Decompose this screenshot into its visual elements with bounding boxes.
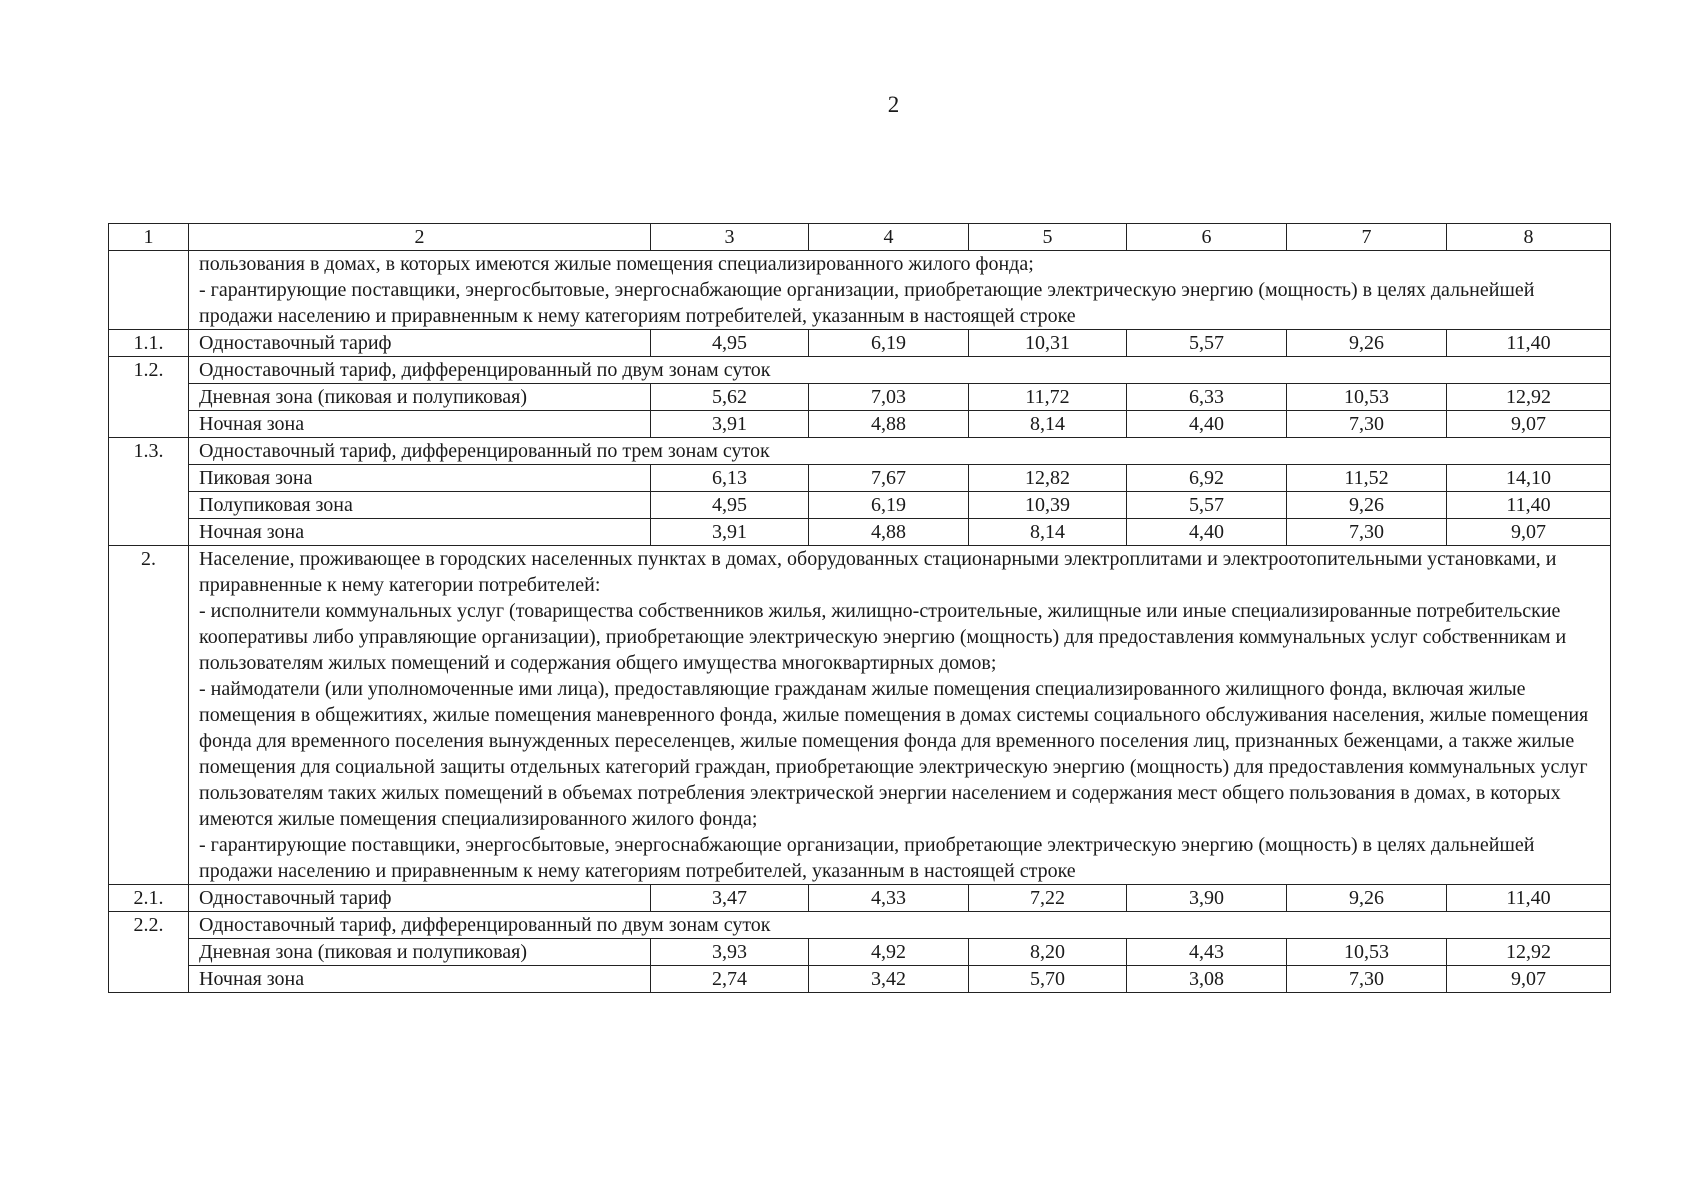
tariff-zone-row — [109, 384, 1611, 411]
tariff-value-cell: 4,43 — [1127, 939, 1287, 966]
column-number-cell: 7 — [1287, 224, 1447, 251]
tariff-value-cell: 11,72 — [969, 384, 1127, 411]
tariff-value-cell: 8,20 — [969, 939, 1127, 966]
tariff-value-cell: 6,92 — [1127, 465, 1287, 492]
item-number-cell: 1.2. — [109, 357, 189, 438]
tariff-value-cell: 7,30 — [1287, 966, 1447, 993]
section-description-row — [109, 251, 1611, 330]
tariff-value-cell: 3,93 — [651, 939, 809, 966]
column-number-cell: 6 — [1127, 224, 1287, 251]
tariff-group-row — [109, 357, 1611, 384]
section-paragraph: - наймодатели (или уполномоченные ими лица), предоставляющие гражданам жилые помещения специализированного жилищного фонда, включая жилые помещения в общежитиях, жилые помещения маневренного фонда, жилые помещения в домах системы социального обслуживания населения, жилые помещения фонда для временного поселения вынужденных переселенцев, жилые помещения фонда для временного поселения лиц, признанных беженцами, а также жилые помещения для социальной защиты отдельных категорий граждан, приобретающие электрическую энергию (мощность) для предоставления коммунальных услуг пользователям таких жилых помещений в объемах потребления электрической энергии населением и содержания мест общего пользования в домах, в которых имеются жилые помещения специализированного жилого фонда; — [199, 678, 1589, 830]
column-number-row — [109, 224, 1611, 251]
tariff-value-cell: 3,42 — [809, 966, 969, 993]
section-paragraph: - исполнители коммунальных услуг (товарищества собственников жилья, жилищно-строительные, жилищные или иные специализированные потребительские кооперативы либо управляющие организации), приобретающие электрическую энергию (мощность) для предоставления коммунальных услуг собственникам и пользователям жилых помещений и содержания общего имущества многоквартирных домов; — [199, 600, 1567, 674]
tariff-zone-row — [109, 519, 1611, 546]
column-number-cell: 8 — [1447, 224, 1611, 251]
section-paragraph: - гарантирующие поставщики, энергосбытовые, энергоснабжающие организации, приобретающие электрическую энергию (мощность) в целях дальнейшей продажи населению и приравненным к нему категориям потребителей, указанным в настоящей строке — [199, 279, 1535, 327]
item-number-cell: 1.1. — [109, 330, 189, 357]
tariff-zone-row — [109, 966, 1611, 993]
column-number-cell: 1 — [109, 224, 189, 251]
section-number-cell — [109, 251, 189, 330]
tariff-value-cell: 4,88 — [809, 411, 969, 438]
zone-name-cell: Дневная зона (пиковая и полупиковая) — [189, 384, 651, 411]
tariff-value-cell: 6,19 — [809, 492, 969, 519]
tariff-value-cell: 5,57 — [1127, 330, 1287, 357]
tariff-zone-row — [109, 411, 1611, 438]
tariff-zone-row — [109, 939, 1611, 966]
tariff-group-row — [109, 438, 1611, 465]
tariff-value-cell: 10,39 — [969, 492, 1127, 519]
zone-name-cell: Ночная зона — [189, 519, 651, 546]
item-number-cell: 2.2. — [109, 912, 189, 993]
page-number: 2 — [887, 92, 900, 117]
column-number-cell: 3 — [651, 224, 809, 251]
section-paragraph: - гарантирующие поставщики, энергосбытовые, энергоснабжающие организации, приобретающие электрическую энергию (мощность) в целях дальнейшей продажи населению и приравненным к нему категориям потребителей, указанным в настоящей строке — [199, 834, 1535, 882]
tariff-name-cell: Одноставочный тариф — [189, 330, 651, 357]
tariff-value-cell: 8,14 — [969, 519, 1127, 546]
item-number-cell: 1.3. — [109, 438, 189, 546]
tariff-value-cell: 4,88 — [809, 519, 969, 546]
tariff-value-cell: 3,91 — [651, 519, 809, 546]
tariff-group-name-cell: Одноставочный тариф, дифференцированный по двум зонам суток — [189, 357, 1611, 384]
tariff-value-cell: 10,53 — [1287, 939, 1447, 966]
tariff-value-cell: 7,03 — [809, 384, 969, 411]
tariff-value-cell: 11,40 — [1447, 330, 1611, 357]
tariff-value-cell: 9,26 — [1287, 330, 1447, 357]
tariff-value-cell: 7,30 — [1287, 411, 1447, 438]
tariff-value-cell: 5,57 — [1127, 492, 1287, 519]
tariff-value-cell: 4,95 — [651, 492, 809, 519]
tariff-value-cell: 8,14 — [969, 411, 1127, 438]
tariff-table — [108, 223, 1611, 993]
tariff-value-cell: 7,67 — [809, 465, 969, 492]
tariff-value-cell: 3,08 — [1127, 966, 1287, 993]
column-number-cell: 5 — [969, 224, 1127, 251]
tariff-value-cell: 3,90 — [1127, 885, 1287, 912]
tariff-value-cell: 10,53 — [1287, 384, 1447, 411]
section-description-cell — [189, 251, 1611, 330]
tariff-value-cell: 5,70 — [969, 966, 1127, 993]
tariff-value-cell: 3,47 — [651, 885, 809, 912]
zone-name-cell: Пиковая зона — [189, 465, 651, 492]
tariff-value-cell: 11,40 — [1447, 885, 1611, 912]
tariff-value-cell: 2,74 — [651, 966, 809, 993]
tariff-group-name-cell: Одноставочный тариф, дифференцированный по трем зонам суток — [189, 438, 1611, 465]
tariff-value-cell: 4,92 — [809, 939, 969, 966]
tariff-value-cell: 4,33 — [809, 885, 969, 912]
zone-name-cell: Дневная зона (пиковая и полупиковая) — [189, 939, 651, 966]
tariff-value-cell: 10,31 — [969, 330, 1127, 357]
tariff-value-cell: 5,62 — [651, 384, 809, 411]
tariff-zone-row — [109, 492, 1611, 519]
tariff-row — [109, 330, 1611, 357]
zone-name-cell: Полупиковая зона — [189, 492, 651, 519]
section-paragraph: Население, проживающее в городских населенных пунктах в домах, оборудованных стационарными электроплитами и электроотопительными установками, и приравненные к нему категории потребителей: — [199, 548, 1557, 596]
tariff-group-name-cell: Одноставочный тариф, дифференцированный по двум зонам суток — [189, 912, 1611, 939]
tariff-value-cell: 11,52 — [1287, 465, 1447, 492]
tariff-value-cell: 6,13 — [651, 465, 809, 492]
section-description-cell — [189, 546, 1611, 885]
tariff-value-cell: 14,10 — [1447, 465, 1611, 492]
tariff-value-cell: 11,40 — [1447, 492, 1611, 519]
item-number-cell: 2.1. — [109, 885, 189, 912]
tariff-value-cell: 7,22 — [969, 885, 1127, 912]
tariff-value-cell: 12,92 — [1447, 939, 1611, 966]
tariff-value-cell: 4,95 — [651, 330, 809, 357]
zone-name-cell: Ночная зона — [189, 966, 651, 993]
column-number-cell: 2 — [189, 224, 651, 251]
tariff-value-cell: 4,40 — [1127, 519, 1287, 546]
tariff-value-cell: 6,33 — [1127, 384, 1287, 411]
tariff-value-cell: 9,07 — [1447, 519, 1611, 546]
section-paragraph: пользования в домах, в которых имеются жилые помещения специализированного жилого фонда; — [199, 253, 1034, 275]
tariff-zone-row — [109, 465, 1611, 492]
section-description-row — [109, 546, 1611, 885]
tariff-group-row — [109, 912, 1611, 939]
tariff-value-cell: 7,30 — [1287, 519, 1447, 546]
tariff-value-cell: 4,40 — [1127, 411, 1287, 438]
tariff-value-cell: 9,07 — [1447, 966, 1611, 993]
section-number-cell: 2. — [109, 546, 189, 885]
tariff-value-cell: 9,07 — [1447, 411, 1611, 438]
tariff-value-cell: 12,82 — [969, 465, 1127, 492]
tariff-value-cell: 9,26 — [1287, 885, 1447, 912]
tariff-value-cell: 6,19 — [809, 330, 969, 357]
tariff-value-cell: 12,92 — [1447, 384, 1611, 411]
tariff-value-cell: 9,26 — [1287, 492, 1447, 519]
zone-name-cell: Ночная зона — [189, 411, 651, 438]
tariff-name-cell: Одноставочный тариф — [189, 885, 651, 912]
tariff-value-cell: 3,91 — [651, 411, 809, 438]
column-number-cell: 4 — [809, 224, 969, 251]
tariff-row — [109, 885, 1611, 912]
